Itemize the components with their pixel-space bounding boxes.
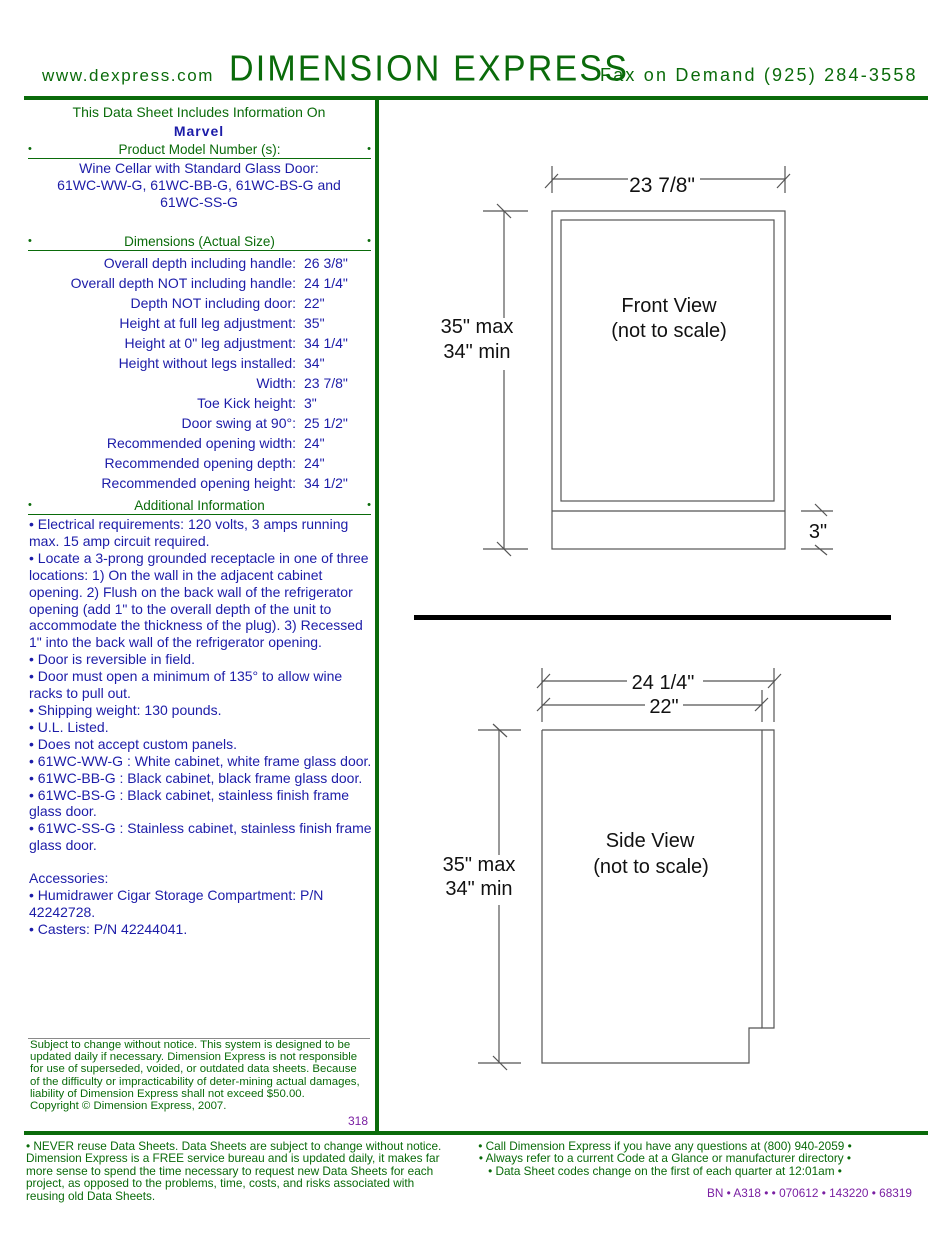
dimension-label: Recommended opening width: [106,435,296,451]
dimension-label: Height at full leg adjustment: [119,315,296,331]
brand-title: DIMENSION EXPRESS [229,49,630,89]
footer-note: • Data Sheet codes change on the first of each quarter at 12:01am • [488,1163,842,1178]
section-heading-label: Product Model Number (s): [118,142,281,157]
dimension-value: 25 1/2" [304,415,348,431]
toe-kick-label: 3" [808,521,828,543]
front-view-title: Front View [621,295,717,317]
dimension-label: Door swing at 90°: [181,415,296,431]
footer-note: • Call Dimension Express if you have any questions at (800) 940-2059 • [478,1139,852,1153]
info-item: • Door must open a minimum of 135° to allow wine racks to pull out. [29,668,343,702]
fax-on-demand: Fax on Demand (925) 284-3558 [600,65,918,85]
info-item: • Electrical requirements: 120 volts, 3 amps running max. 15 amp circuit required. [29,516,349,549]
dimension-value: 35" [304,315,325,331]
dimension-label: Depth NOT including door: [130,295,296,311]
dimension-value: 34 1/2" [304,475,348,491]
dimension-value: 22" [304,295,325,311]
bullet-icon: • [367,143,371,155]
info-item: • U.L. Listed. [29,718,109,735]
info-item: • 61WC-SS-G : Stainless cabinet, stainless finish frame glass door. [29,820,372,854]
info-item: • 61WC-BS-G : Black cabinet, stainless finish frame glass door. [29,786,350,820]
info-item: • Does not accept custom panels. [29,735,238,752]
bullet-icon: • [28,143,32,155]
copyright: Copyright © Dimension Express, 2007. [30,1100,227,1113]
model-line: Wine Cellar with Standard Glass Door: [79,160,319,176]
dimension-value: 24 1/4" [304,275,348,291]
footer-reuse-notice: • NEVER reuse Data Sheets. Data Sheets are subject to change without notice. Dimension Express is a FREE service bureau and is updated daily, it makes far more sense to spend the time necessary to request new Data Sheets for each project, as opposed to the problems, time, costs, and risks associated with reusing old Data Sheets. [26,1139,442,1203]
dimension-label: Overall depth including handle: [103,255,296,271]
bullet-icon: • [367,499,371,511]
dimension-value: 23 7/8" [304,375,348,391]
dimension-value: 24" [304,435,325,451]
dimension-label: Height without legs installed: [118,355,296,371]
model-line: 61WC-WW-G, 61WC-BB-G, 61WC-BS-G and [57,177,341,193]
disclaimer-text: Subject to change without notice. This system is designed to be updated daily if necessary. Dimension Express is not responsible for use of superseded, voided, or outdated data sheets. Because of the difficulty or impracticability of deter-mining actual damages, liability of Dimension Express shall not exceed $50.00. [30,1039,360,1100]
front-view-drawing [483,166,833,556]
drawing-separator [414,615,891,620]
side-view-subtitle: (not to scale) [593,856,709,878]
front-width-label: 23 7/8" [629,174,695,197]
side-view-title: Side View [605,830,695,852]
model-line: 61WC-SS-G [160,194,238,210]
info-item: • Shipping weight: 130 pounds. [29,701,222,718]
front-view-subtitle: (not to scale) [611,320,727,342]
side-depth-overall-label: 24 1/4" [631,672,695,694]
dimension-label: Height at 0" leg adjustment: [124,335,296,351]
side-height-max: 35" max [442,854,516,876]
dimension-label: Toe Kick height: [197,395,296,411]
bullet-icon: • [28,499,32,511]
dimension-value: 34" [304,355,325,371]
dimension-value: 24" [304,455,325,471]
dimension-label: Recommended opening height: [101,475,296,491]
sheet-code: BN • A318 • • 070612 • 143220 • 68319 [707,1186,912,1200]
accessories-heading: Accessories: [29,870,109,886]
bullet-icon: • [367,235,371,247]
dimension-value: 26 3/8" [304,255,348,271]
bullet-icon: • [28,235,32,247]
section-heading-label: Dimensions (Actual Size) [124,234,275,249]
footer-note: • Always refer to a current Code at a Glance or manufacturer directory • [478,1151,852,1166]
info-item: • Door is reversible in field. [29,651,195,668]
accessory-item: • Humidrawer Cigar Storage Compartment: P/N 42242728. [29,886,324,920]
site-url: www.dexpress.com [42,66,215,85]
info-item: • Locate a 3-prong grounded receptacle in one of three locations: 1) On the wall in the adjacent cabinet opening. 2) Flush on the back wall of the refrigerator opening (add 1" to the overall depth of the unit to accommodate the thickness of the plug). 3) Recessed 1" into the back wall of the refrigerator opening. [29,549,369,651]
dimension-value: 3" [304,395,317,411]
side-depth-nodoor-label: 22" [649,696,679,718]
dimension-label: Overall depth NOT including handle: [70,275,296,291]
page-number: 318 [348,1114,369,1128]
info-item: • 61WC-BB-G : Black cabinet, black frame glass door. [29,769,363,786]
dimension-value: 34 1/4" [304,335,348,351]
info-item: • 61WC-WW-G : White cabinet, white frame glass door. [29,752,372,769]
front-height-max: 35" max [440,316,514,338]
intro-text: This Data Sheet Includes Information On [72,104,326,120]
dimension-label: Recommended opening depth: [104,455,296,471]
manufacturer-name: Marvel [173,123,225,139]
accessory-item: • Casters: P/N 42244041. [29,920,188,937]
footer-contact-notes [470,1140,860,1177]
side-height-min: 34" min [445,878,513,900]
section-heading-label: Additional Information [134,498,265,513]
dimension-label: Width: [256,375,296,391]
front-height-min: 34" min [443,341,511,363]
